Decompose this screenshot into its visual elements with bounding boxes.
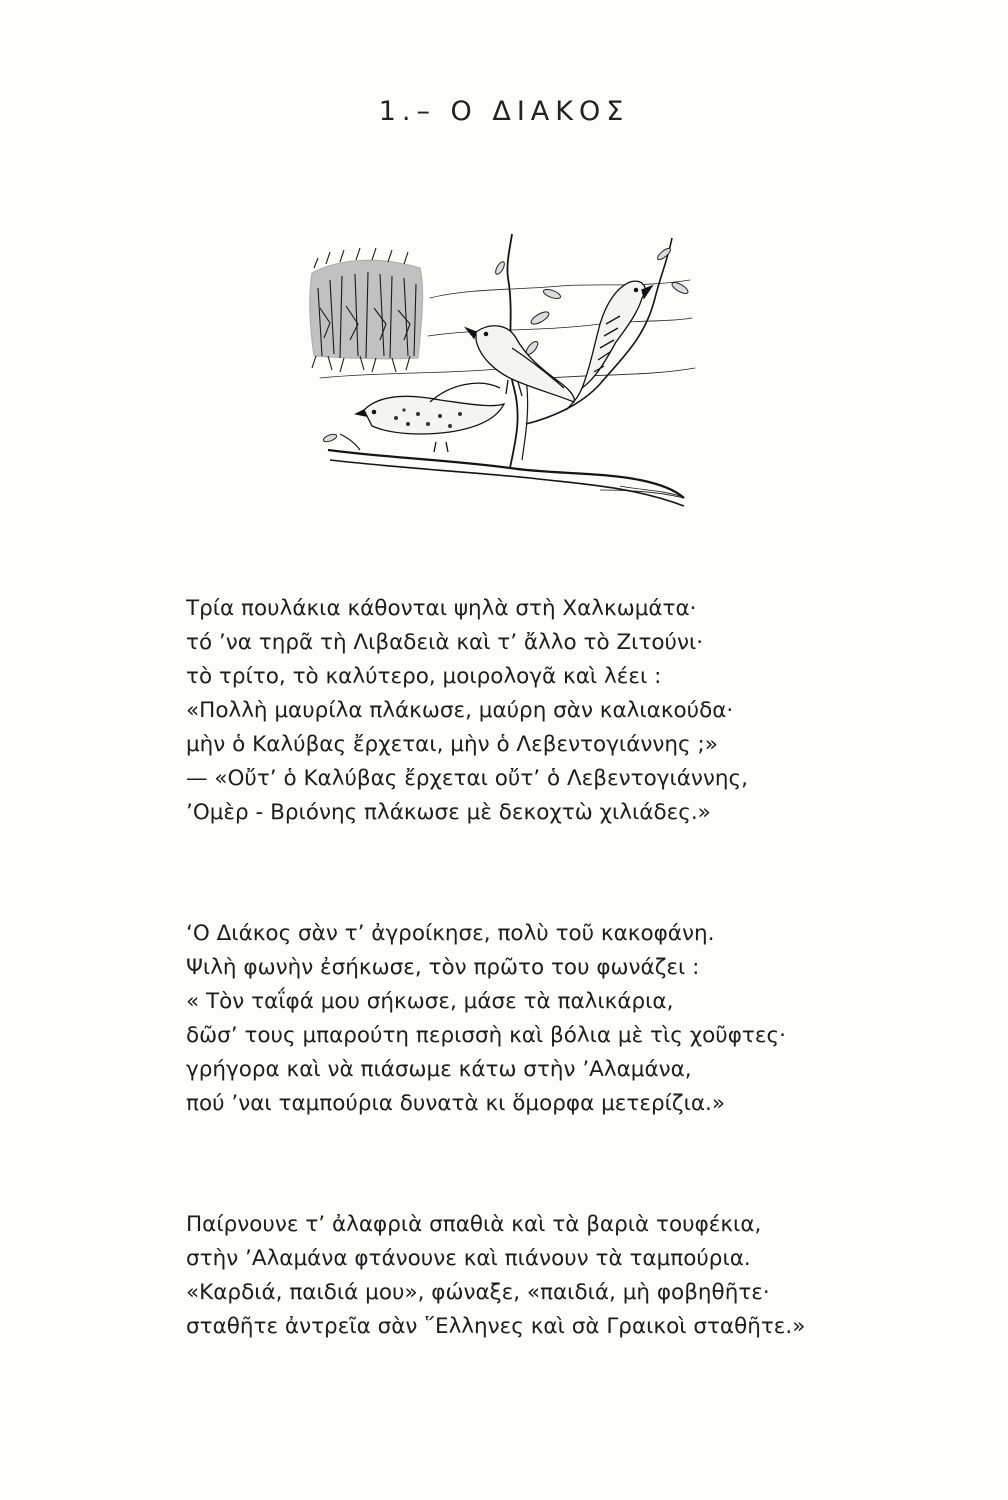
verse-line: πού ’ναι ταμπούρια δυνατὰ κι ὅμορφα μετερίζια.» bbox=[186, 1091, 726, 1116]
bird-upper-right bbox=[566, 281, 652, 410]
verse-line: Ψιλὴ φωνὴν ἐσήκωσε, τὸν πρῶτο του φωνάζει : bbox=[186, 955, 700, 980]
verse-line: τό ’να τηρᾶ τὴ Λιβαδειὰ καὶ τ’ ἄλλο τὸ Ζιτούνι· bbox=[186, 630, 704, 655]
verse-line: ‘Ο Διάκος σὰν τ’ ἀγροίκησε, πολὺ τοῦ κακοφάνη. bbox=[186, 921, 715, 946]
stanza-1 bbox=[186, 592, 906, 830]
verse-line: μὴν ὁ Καλύβας ἔρχεται, μὴν ὁ Λεβεντογιάννης ;» bbox=[186, 732, 718, 757]
verse-line: σταθῆτε ἀντρεῖα σὰν ῞Ελληνες καὶ σὰ Γραικοὶ σταθῆτε.» bbox=[186, 1314, 806, 1339]
bird-middle bbox=[466, 326, 574, 402]
verse-line: Παίρνουνε τ’ ἀλαφριὰ σπαθιὰ καὶ τὰ βαριὰ τουφέκια, bbox=[186, 1212, 762, 1237]
verse-line: Τρία πουλάκια κάθονται ψηλὰ στὴ Χαλκωμάτα· bbox=[186, 596, 697, 621]
verse-line: « Τὸν ταΐφά μου σήκωσε, μάσε τὰ παλικάρια, bbox=[186, 989, 674, 1014]
page-title: 1.– Ο ΔΙΑΚΟΣ bbox=[378, 96, 630, 127]
verse-line: δῶσ’ τους μπαρούτη περισσὴ καὶ βόλια μὲ τὶς χοῦφτες· bbox=[186, 1023, 786, 1048]
verse-line: στὴν ’Αλαμάνα φτάνουνε καὶ πιάνουν τὰ ταμπούρια. bbox=[186, 1246, 751, 1271]
verse-line: «Καρδιά, παιδιά μου», φώναξε, «παιδιά, μὴ φοβηθῆτε· bbox=[186, 1280, 770, 1305]
stanza-2 bbox=[186, 917, 906, 1121]
bird-lower-left bbox=[356, 383, 504, 452]
verse-line: γρήγορα καὶ νὰ πιάσωμε κάτω στὴν ’Αλαμάνα, bbox=[186, 1057, 692, 1082]
horsemen bbox=[310, 248, 423, 372]
verse-line: τὸ τρίτο, τὸ καλύτερο, μοιρολογᾶ καὶ λέει : bbox=[186, 664, 662, 689]
verse-line: «Πολλὴ μαυρίλα πλάκωσε, μαύρη σὰν καλιακούδα· bbox=[186, 698, 734, 723]
verse-line: ’Ομὲρ - Βριόνης πλάκωσε μὲ δεκοχτὼ χιλιάδες.» bbox=[186, 800, 711, 825]
stanza-3 bbox=[186, 1208, 906, 1344]
verse-line: — «Οὔτ’ ὁ Καλύβας ἔρχεται οὔτ’ ὁ Λεβεντογιάννης, bbox=[186, 766, 749, 791]
birds-illustration bbox=[300, 228, 700, 518]
